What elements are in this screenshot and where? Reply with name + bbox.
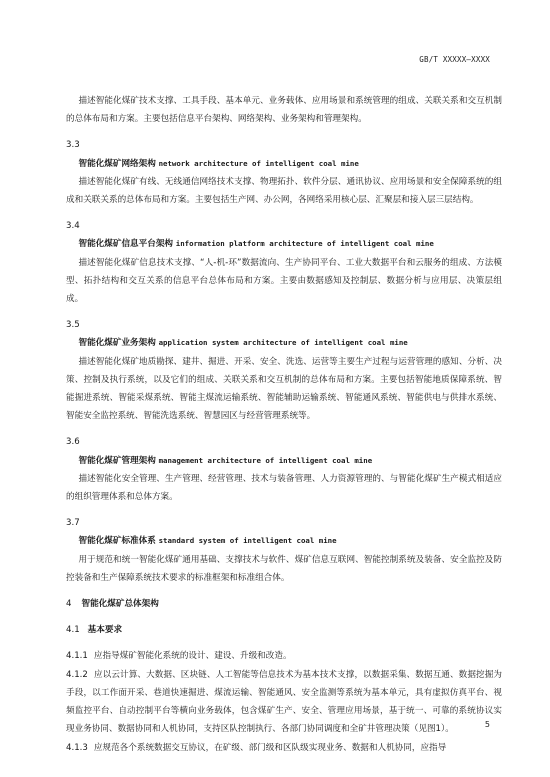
term-number: 3.6 bbox=[66, 437, 80, 448]
clause-text: 应规范各个系统数据交互协议，在矿级、部门级和区队级实现业务、数据和人机协同，应指导 bbox=[93, 742, 447, 753]
term-heading bbox=[66, 235, 502, 253]
clause bbox=[66, 666, 502, 739]
term-name-en: information platform architecture of intelligent coal mine bbox=[175, 239, 434, 249]
term-number: 3.7 bbox=[66, 518, 80, 529]
term-heading bbox=[66, 334, 502, 352]
term-name-zh: 智能化煤矿标准体系 bbox=[78, 536, 156, 547]
clause-text: 应指导煤矿智能化系统的设计、建设、升级和改造。 bbox=[93, 651, 292, 662]
intro-paragraph: 描述智能化煤矿技术支撑、工具手段、基本单元、业务载体、应用场景和系统管理的组成、关联关系和交互机制的总体布局和方案。主要包括信息平台架构、网络架构、业务架构和管理架构。 bbox=[66, 96, 502, 125]
term-heading bbox=[66, 532, 502, 550]
subsection-number: 4.1 bbox=[66, 625, 80, 636]
clause-number: 4.1.3 bbox=[66, 742, 88, 753]
term-definition: 描述智能化煤矿有线、无线通信网络技术支撑、物理拓扑、软件分层、通讯协议、应用场景和安全保障系统的组成和关联关系的总体布局和方案。主要包括生产网、办公网，各网络采用核心层、汇聚层和接入层三层结构。 bbox=[66, 176, 502, 206]
term-name-en: standard system of intelligent coal mine bbox=[158, 536, 337, 546]
clause bbox=[66, 647, 502, 665]
clause-number: 4.1.2 bbox=[66, 669, 88, 680]
page-number: 5 bbox=[484, 720, 490, 729]
term-number: 3.5 bbox=[66, 320, 80, 331]
term-number: 3.3 bbox=[66, 140, 80, 151]
term-name-zh: 智能化煤矿网络架构 bbox=[78, 158, 156, 169]
standard-code: GB/T XXXXX—XXXX bbox=[419, 55, 490, 64]
term-definition: 用于规范和统一智能化煤矿通用基础、支撑技术与软件、煤矿信息互联网、智能控制系统及装备、安全监控及防控装备和生产保障系统技术要求的标准框架和标准组合体。 bbox=[66, 554, 502, 583]
term-name-zh: 智能化煤矿信息平台架构 bbox=[78, 239, 174, 250]
section-number: 4 bbox=[66, 599, 72, 610]
term-name-zh: 智能化煤矿管理架构 bbox=[78, 455, 156, 466]
term-definition: 描述智能化煤矿地质勘探、建井、掘进、开采、安全、洗选、运营等主要生产过程与运营管理的感知、分析、决策、控制及执行系统，以及它们的组成、关联关系和交互机制的总体布局和方案。主要包括智能地质保障系统、智能掘进系统、智能采煤系统、智能主煤流运输系统、智能辅助运输系统、智能通风系统、智能供电与供排水系统、智能安全监控系统、智能洗选系统、智慧园区与经营管理系统等。 bbox=[66, 356, 502, 422]
clause-text: 应以云计算、大数据、区块链、人工智能等信息技术为基本技术支撑，以数据采集、数据互通、数据挖掘为手段，以工作面开采、巷道快速掘进、煤流运输、智能通风、安全监测等系统为基本单元，具有虚拟仿真平台、视频监控平台、自动控制平台等横向业务载体，包含煤矿生产、安全、管理应用场景，基于统一、可靠的系统协议实现业务协同、数据协同和人机协同，支持区队控制执行、各部门协同调度和全矿井管理决策（见图1）。 bbox=[66, 669, 502, 735]
document-body bbox=[66, 92, 502, 757]
clause-number: 4.1.1 bbox=[66, 651, 88, 662]
term-heading bbox=[66, 452, 502, 470]
term-definition: 描述智能化安全管理、生产管理、经营管理、技术与装备管理、人力资源管理的、与智能化煤矿生产模式相适应的组织管理体系和总体方案。 bbox=[66, 473, 502, 503]
subsection-heading bbox=[66, 621, 502, 639]
section-title: 智能化煤矿总体架构 bbox=[81, 599, 159, 610]
subsection-title: 基本要求 bbox=[87, 625, 123, 636]
term-definition: 描述智能化煤矿信息技术支撑、“人-机-环”数据流向、生产协同平台、工业大数据平台和云服务的组成、方法模型、拓扑结构和交互关系的信息平台总体布局和方案。主要由数据感知及控制层、数据分析与应用层、决策层组成。 bbox=[66, 257, 502, 305]
term-name-en: management architecture of intelligent coal mine bbox=[158, 455, 373, 465]
section-heading bbox=[66, 595, 502, 613]
term-name-zh: 智能化煤矿业务架构 bbox=[78, 338, 156, 349]
clause bbox=[66, 739, 502, 757]
term-name-en: network architecture of intelligent coal mine bbox=[158, 158, 359, 168]
term-heading bbox=[66, 155, 502, 173]
term-number: 3.4 bbox=[66, 221, 80, 232]
term-name-en: application system architecture of intelligent coal mine bbox=[158, 338, 408, 348]
